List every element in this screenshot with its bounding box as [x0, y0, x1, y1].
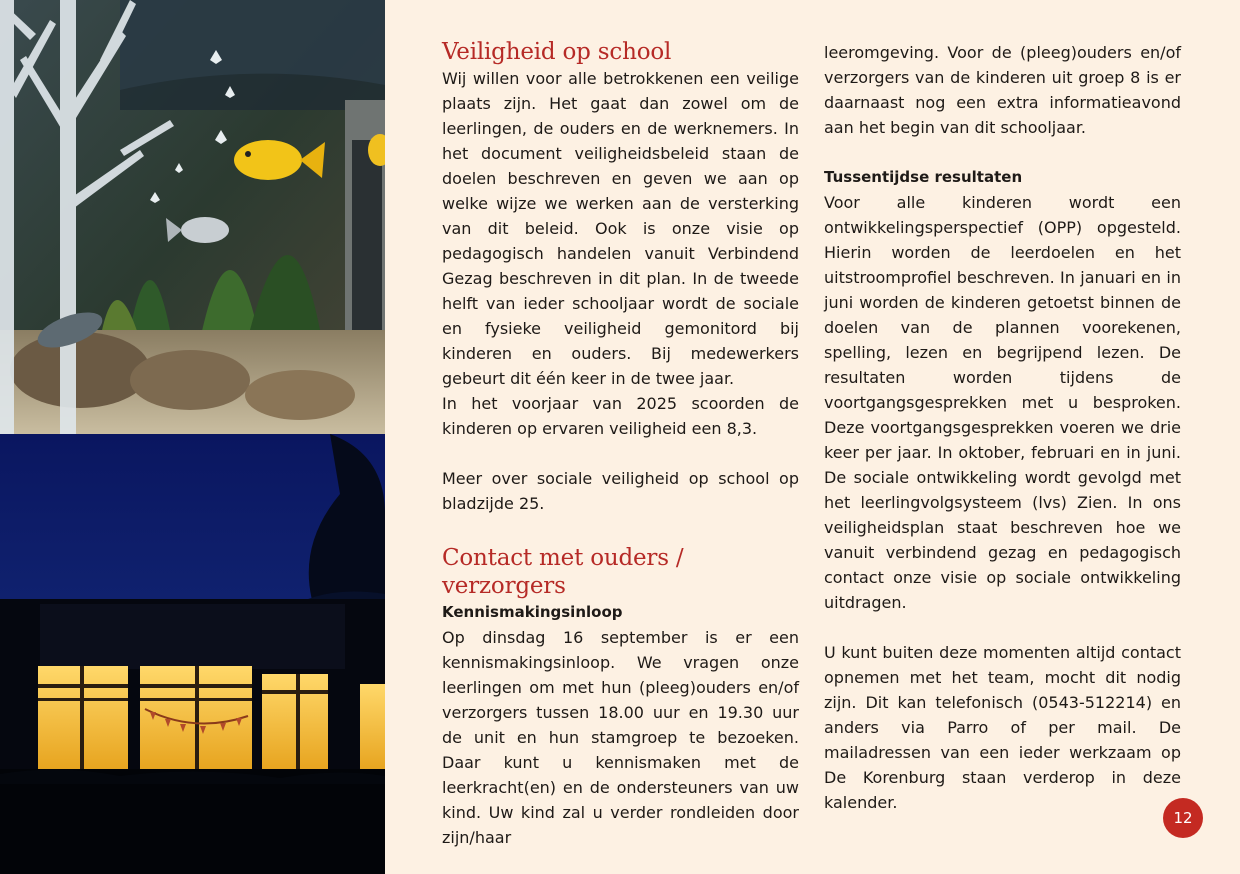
spacer — [824, 140, 1181, 165]
safety-paragraph-2: In het voorjaar van 2025 scoorden de kinderen op ervaren veiligheid een 8,3. — [442, 394, 799, 438]
intro-continued-paragraph: leeromgeving. Voor de (pleeg)ouders en/of verzorgers van de kinderen uit groep 8 is er daarnaast nog een extra informatieavond aan het begin van dit schooljaar. — [824, 43, 1181, 137]
text-column-right — [824, 40, 1181, 815]
safety-paragraph-3: Meer over sociale veiligheid op school op bladzijde 25. — [442, 469, 799, 513]
subheading-intro: Kennismakingsinloop — [442, 603, 623, 621]
subheading-results: Tussentijdse resultaten — [824, 168, 1023, 186]
spacer — [442, 441, 799, 466]
safety-paragraph-1: Wij willen voor alle betrokkenen een veilige plaats zijn. Het gaat dan zowel om de leerlingen, de ouders en de werknemers. In het document veiligheidsbeleid staan de doelen beschreven en geven we aan op welke wijze we werken aan de versterking van dit beleid. Ook is onze visie op pedagogisch handelen vanuit Verbindend Gezag beschreven in dit plan. In de tweede helft van ieder schooljaar wordt de sociale en fysieke veiligheid gemonitord bij kinderen en ouders. Bij medewerkers gebeurt dit één keer in de twee jaar. — [442, 69, 799, 388]
text-column-left — [442, 38, 799, 850]
school-at-night-photo — [0, 434, 385, 874]
photo-column — [0, 0, 385, 874]
contact-paragraph: U kunt buiten deze momenten altijd contact opnemen met het team, mocht dit nodig zijn. Dit kan telefonisch (0543-512214) en anders via Parro of per mail. De mailadressen van een ieder werkzaam op De Korenburg staan verderop in deze kalender. — [824, 643, 1181, 812]
page-number-badge: 12 — [1163, 798, 1203, 838]
heading-safety: Veiligheid op school — [442, 39, 672, 65]
aquarium-photo — [0, 0, 385, 434]
spacer — [442, 516, 799, 536]
intro-paragraph: Op dinsdag 16 september is er een kennismakingsinloop. We vragen onze leerlingen om met hun (pleeg)ouders en/of verzorgers tussen 18.00 uur en 19.30 uur de unit en hun stamgroep te bezoeken. Daar kunt u kennismaken met de leerkracht(en) en de ondersteuners van uw kind. Uw kind zal u verder rondleiden door zijn/haar — [442, 628, 799, 847]
spacer — [824, 615, 1181, 640]
heading-contact: Contact met ouders / verzorgers — [442, 545, 684, 599]
results-paragraph: Voor alle kinderen wordt een ontwikkelingsperspectief (OPP) opgesteld. Hierin worden de leerdoelen en het uitstroomprofiel beschreven. In januari en in juni worden de kinderen getoetst binnen de doelen van de plannen voorekenen, spelling, lezen en begrijpend lezen. De resultaten worden tijdens de voortgangsgesprekken met u besproken. Deze voortgangsgesprekken voeren we drie keer per jaar. In oktober, februari en in juni. De sociale ontwikkeling wordt gevolgd met het leerlingvolgsysteem (lvs) Zien. In ons veiligheidsplan staat beschreven hoe we vanuit verbindend gezag en pedagogisch contact onze visie op sociale ontwikkeling uitdragen. — [824, 193, 1181, 612]
